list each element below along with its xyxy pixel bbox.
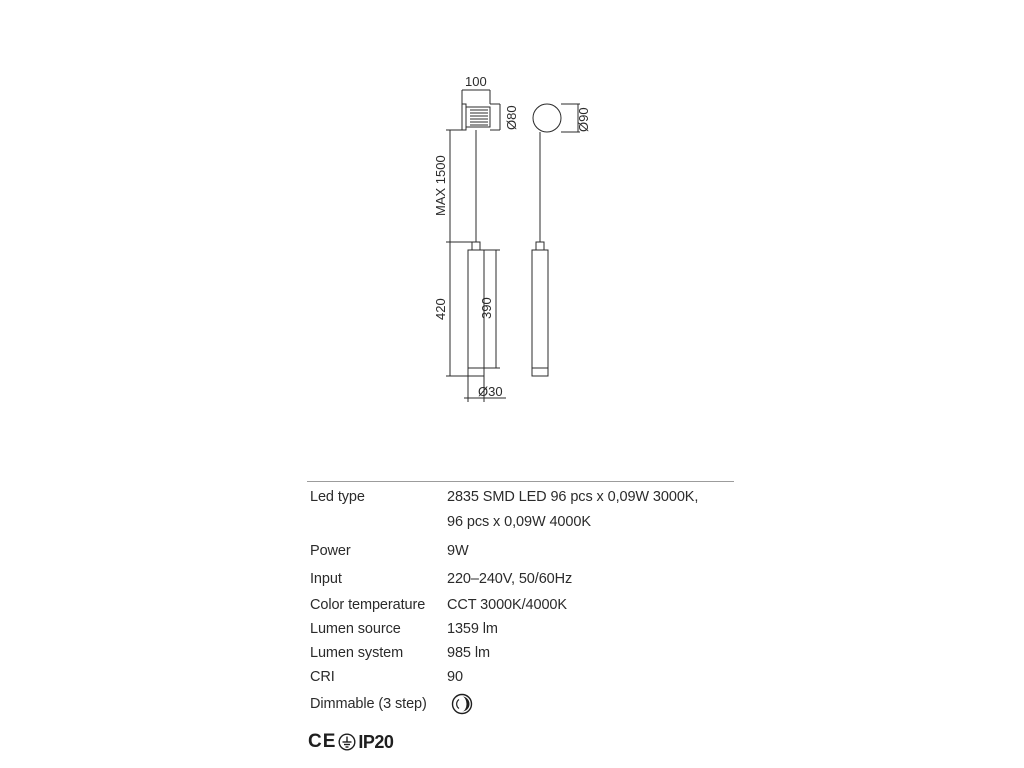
spec-row-dimmable <box>310 689 698 719</box>
tube-connector <box>472 242 480 250</box>
spec-value: 90 <box>447 669 463 685</box>
spec-table <box>310 485 698 719</box>
spec-row-lumen-source <box>310 617 698 641</box>
cable-length-label: MAX 1500 <box>433 155 448 216</box>
spec-row-led-type <box>310 485 698 537</box>
spec-value: 220–240V, 50/60Hz <box>447 571 573 587</box>
spec-value <box>447 485 698 537</box>
front-canopy-diameter-label: Ø90 <box>576 107 591 132</box>
spec-label: Color temperature <box>310 597 426 613</box>
canopy-width-label: 100 <box>465 74 487 89</box>
spec-row-cri <box>310 665 698 689</box>
spec-label: Input <box>310 571 342 587</box>
protective-earth-icon <box>338 733 356 751</box>
spec-label: Lumen source <box>310 621 401 637</box>
spec-row-power <box>310 537 698 566</box>
spec-value-line: 96 pcs x 0,09W 4000K <box>447 514 591 530</box>
spec-label: Lumen system <box>310 645 404 661</box>
spec-value: 985 lm <box>447 645 490 661</box>
spec-value <box>447 689 698 719</box>
tube-diameter-label: Ø30 <box>478 384 503 399</box>
total-length-label: 420 <box>433 298 448 320</box>
front-view-tube <box>532 250 548 376</box>
spec-value-line: 2835 SMD LED 96 pcs x 0,09W 3000K, <box>447 489 699 505</box>
spec-row-input <box>310 566 698 593</box>
ip-rating: IP20 <box>358 731 394 752</box>
spec-divider <box>307 481 734 482</box>
spec-row-color-temperature <box>310 593 698 617</box>
dimmable-icon <box>451 693 473 715</box>
spec-value: 1359 lm <box>447 621 498 637</box>
wall-canopy-plate <box>462 104 466 130</box>
spec-label: CRI <box>310 669 335 685</box>
ce-mark: CE <box>308 731 337 752</box>
spec-row-lumen-system <box>310 641 698 665</box>
spec-value: CCT 3000K/4000K <box>447 597 567 613</box>
spec-label: Led type <box>310 489 365 505</box>
canopy-diameter-label: Ø80 <box>504 105 519 130</box>
tube-length-label: 390 <box>479 297 494 319</box>
front-view-canopy <box>533 104 561 132</box>
certification-marks <box>308 730 393 754</box>
spec-label: Power <box>310 543 351 559</box>
spec-label: Dimmable (3 step) <box>310 696 427 712</box>
spec-value: 9W <box>447 543 469 559</box>
front-view-connector <box>536 242 544 250</box>
canopy-ribs <box>470 110 488 125</box>
